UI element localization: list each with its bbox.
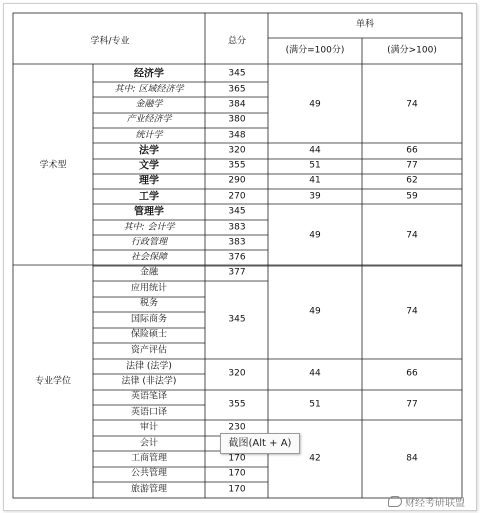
row-name: 公共管理	[130, 468, 168, 479]
merged-total: 320	[228, 368, 246, 379]
score-gt100: 66	[406, 368, 418, 379]
header-sub-gt100: (满分>100)	[387, 45, 437, 56]
group-academic: 学术型	[39, 160, 67, 171]
row-name: 应用统计	[130, 283, 168, 294]
row-name: 其中: 区域经济学	[114, 84, 184, 95]
row-total: 170	[228, 468, 246, 479]
score-100: 51	[309, 160, 321, 171]
score-gt100: 62	[406, 175, 418, 186]
row-name: 保险硕士	[130, 329, 168, 340]
score-gt100: 74	[406, 99, 418, 110]
row-name: 管理学	[134, 206, 164, 218]
group-professional: 专业学位	[34, 376, 72, 387]
row-total: 290	[228, 175, 246, 186]
score-100: 49	[309, 306, 321, 317]
row-total: 383	[228, 222, 246, 233]
row-name: 理学	[139, 175, 159, 187]
row-total: 377	[228, 267, 246, 278]
row-total: 230	[228, 422, 246, 433]
score-gt100: 74	[406, 306, 418, 317]
row-total: 365	[228, 84, 246, 95]
row-name: 统计学	[135, 130, 163, 141]
row-name: 行政管理	[130, 237, 168, 248]
row-name: 其中: 会计学	[123, 222, 175, 233]
row-name: 英语口译	[130, 407, 168, 418]
watermark-text: 财经考研联盟	[405, 498, 465, 509]
row-name: 工商管理	[130, 453, 168, 464]
row-name: 税务	[139, 298, 159, 309]
score-100: 49	[309, 230, 321, 241]
row-total: 348	[228, 130, 246, 141]
score-100: 44	[309, 145, 321, 156]
row-total: 170	[228, 484, 246, 495]
score-gt100: 74	[406, 230, 418, 241]
row-name: 旅游管理	[130, 484, 168, 495]
row-total: 355	[228, 160, 246, 171]
header-sub-100: (满分=100分)	[285, 45, 345, 56]
row-total: 345	[228, 68, 246, 79]
row-total: 345	[228, 206, 246, 217]
score-gt100: 84	[406, 453, 418, 464]
header-subject: 学科/专业	[90, 36, 130, 47]
score-gt100: 59	[406, 191, 418, 202]
chat-bubble-icon	[388, 496, 402, 507]
row-total: 320	[228, 145, 246, 156]
score-100: 42	[309, 453, 321, 464]
watermark	[388, 494, 465, 509]
row-name: 文学	[139, 160, 159, 172]
row-name: 审计	[139, 422, 159, 433]
row-name: 英语笔译	[130, 391, 168, 402]
merged-total: 355	[228, 399, 246, 410]
row-total: 383	[228, 237, 246, 248]
score-gt100: 77	[406, 160, 418, 171]
merged-total: 345	[228, 314, 246, 325]
score-100: 51	[309, 399, 321, 410]
score-100: 49	[309, 99, 321, 110]
row-name: 社会保障	[130, 252, 168, 263]
row-total: 170	[228, 453, 246, 464]
score-100: 39	[309, 191, 321, 202]
row-name: 法律 (非法学)	[121, 376, 177, 387]
row-name: 产业经济学	[126, 114, 172, 125]
row-name: 工学	[139, 191, 159, 203]
score-100: 44	[309, 368, 321, 379]
header-single: 单科	[355, 19, 375, 30]
score-gt100: 77	[406, 399, 418, 410]
row-total: 270	[228, 191, 246, 202]
screenshot-tooltip: 截图(Alt + A)	[220, 433, 300, 454]
row-total: 380	[228, 114, 246, 125]
row-total: 384	[228, 99, 246, 110]
row-name: 金融	[139, 267, 159, 278]
row-total: 376	[228, 252, 246, 263]
row-name: 会计	[139, 438, 159, 449]
row-name: 国际商务	[130, 314, 168, 325]
row-name: 法律 (法学)	[126, 361, 172, 372]
row-name: 金融学	[135, 99, 163, 110]
row-name: 经济学	[134, 68, 164, 80]
row-name: 资产评估	[130, 345, 168, 356]
header-total: 总分	[227, 36, 247, 47]
row-name: 法学	[139, 145, 159, 157]
score-gt100: 66	[406, 145, 418, 156]
score-100: 41	[309, 175, 321, 186]
